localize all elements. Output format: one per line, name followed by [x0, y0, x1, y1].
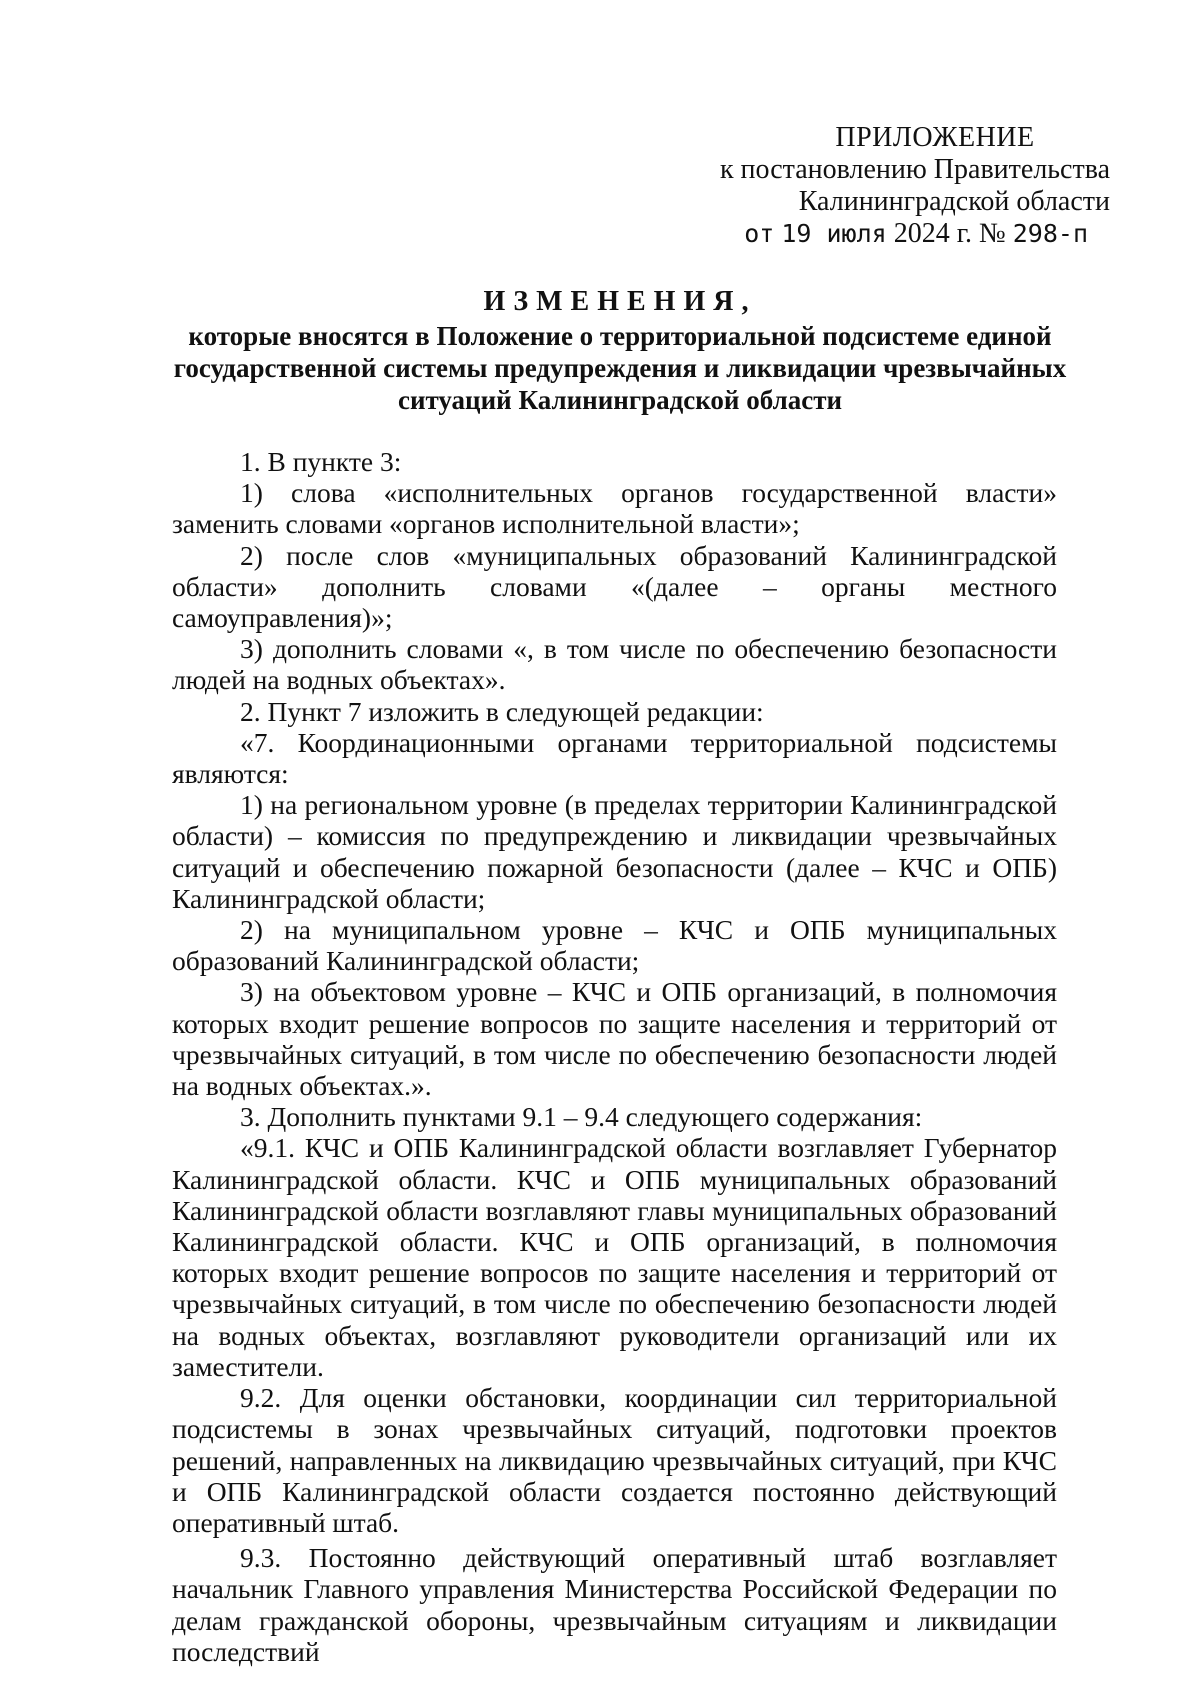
annex-block — [690, 122, 1110, 250]
paragraph: «9.1. КЧС и ОПБ Калининградской области возглавляет Губернатор Калининградской области. КЧС и ОПБ муниципальных образований Калининградской области возглавляют главы муниципальных образований Калининградской области. КЧС и ОПБ организаций, в полномочия которых входит решение вопросов по защите населения и территорий от чрезвычайных ситуаций, в том числе по обеспечению безопасности людей на водных объектах, возглавляют руководители организаций или их заместители. — [172, 1132, 1057, 1382]
annex-line-1: к постановлению Правительства — [719, 154, 1110, 185]
paragraph: 2) после слов «муниципальных образований Калининградской области» дополнить словами «(далее – органы местного самоуправления)»; — [172, 539, 1057, 634]
annex-caption: ПРИЛОЖЕНИЕ — [835, 122, 1035, 153]
paragraph: 1) на региональном уровне (в пределах территории Калининградской области) – комиссия по предупреждению и ликвидации чрезвычайных ситуаций и обеспечению пожарной безопасности (далее – КЧС и ОПБ) Калининградской области; — [172, 789, 1057, 914]
paragraph: 9.3. Постоянно действующий оперативный штаб возглавляет начальник Главного управления Министерства Российской Федерации по делам гражданской обороны, чрезвычайным ситуациям и ликвидации последствий — [172, 1542, 1057, 1667]
paragraph: 1. В пункте 3: — [240, 446, 402, 477]
paragraph: 2. Пункт 7 изложить в следующей редакции: — [240, 695, 764, 727]
paragraph: 1) слова «исполнительных органов государственной власти» заменить словами «органов исполнительной власти»; — [172, 477, 1057, 540]
document-title — [150, 286, 1090, 416]
annex-line-2: Калининградской области — [798, 186, 1110, 217]
paragraph: 9.2. Для оценки обстановки, координации сил территориальной подсистемы в зонах чрезвычайных ситуаций, подготовки проектов решений, направленных на ликвидацию чрезвычайных ситуаций, при КЧС и ОПБ Калининградской области создается постоянно действующий оперативный штаб. — [172, 1382, 1057, 1538]
decree-prefix: от — [744, 219, 775, 248]
paragraph: 2) на муниципальном уровне – КЧС и ОПБ муниципальных образований Калининградской области; — [172, 914, 1057, 977]
paragraph: 3) дополнить словами «, в том числе по обеспечению безопасности людей на водных объектах». — [172, 633, 1057, 696]
decree-year: 2024 г. № — [893, 218, 1006, 249]
paragraph: 3. Дополнить пунктами 9.1 – 9.4 следующего содержания: — [240, 1101, 923, 1133]
title-subtitle: которые вносятся в Положение о территориальной подсистеме единой государственной системы предупреждения и ликвидации чрезвычайных ситуаций Калининградской области — [173, 321, 1067, 415]
decree-number-line — [690, 218, 1088, 250]
paragraph: «7. Координационными органами территориальной подсистемы являются: — [172, 726, 1057, 790]
decree-number: 298-п — [1012, 219, 1088, 248]
title-heading: ИЗМЕНЕНИЯ, — [483, 286, 757, 317]
document-body — [172, 446, 1057, 1667]
paragraph: 3) на объектовом уровне – КЧС и ОПБ организаций, в полномочия которых входит решение вопросов по защите населения и территорий от чрезвычайных ситуаций, в том числе по обеспечению безопасности людей на водных объектах.». — [172, 976, 1057, 1102]
decree-date: 19 июля — [781, 219, 887, 248]
